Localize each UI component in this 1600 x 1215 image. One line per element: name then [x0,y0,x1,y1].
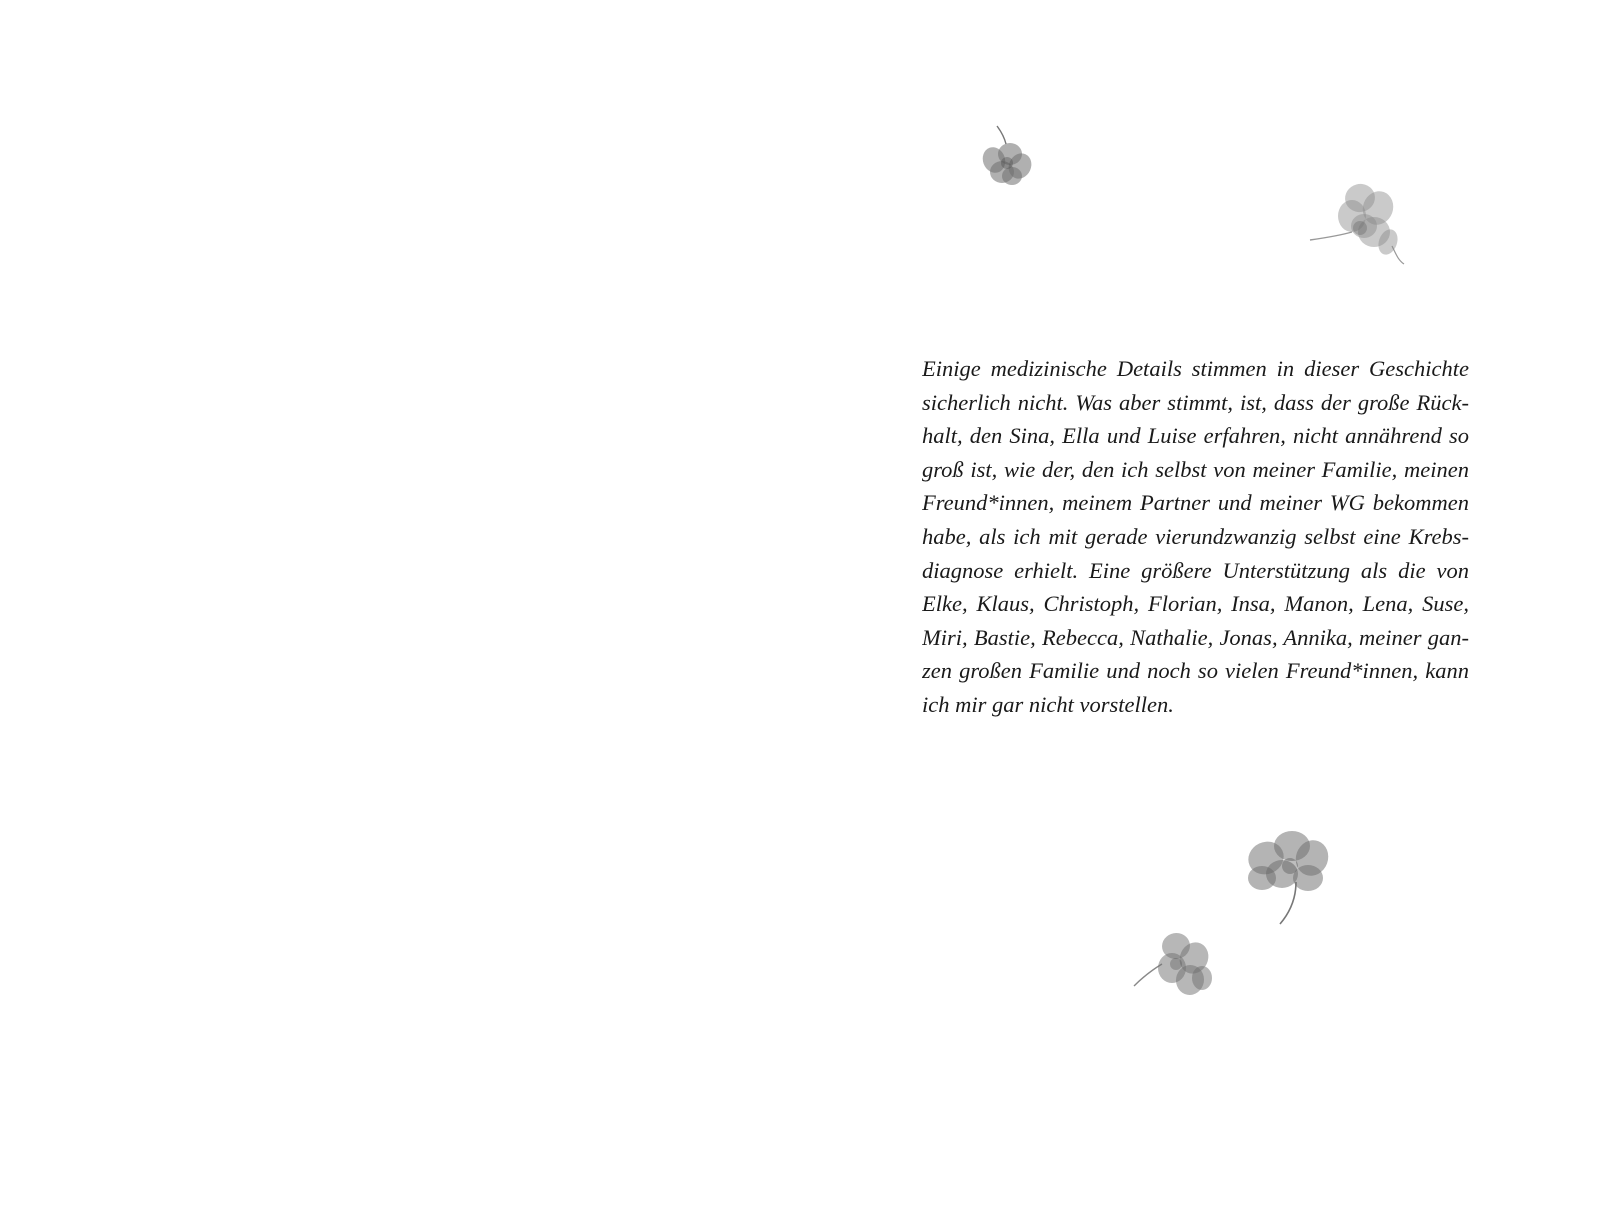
text-line: sicherlich nicht. Was aber stimmt, ist, dass der große Rück- [922,389,1469,415]
text-line: diagnose erhielt. Eine größere Unterstützung als die von [922,557,1469,583]
text-line: Freund*innen, meinem Partner und meiner WG bekommen [922,490,1469,516]
text-line: Miri, Bastie, Rebecca, Nathalie, Jonas, Annika, meiner gan- [922,624,1469,650]
text-line: zen großen Familie und noch so vielen Freund*innen, kann [922,658,1469,684]
dedication-text [922,352,1469,722]
flower-icon [1308,180,1408,270]
text-line: habe, als ich mit gerade vierundzwanzig selbst eine Krebs- [922,523,1469,549]
text-line: Einige medizinische Details stimmen in dieser Geschichte [922,356,1469,381]
flower-icon [1244,830,1336,926]
flower-icon [1132,928,1214,1002]
text-line: groß ist, wie der, den ich selbst von meiner Familie, meinen [922,456,1469,482]
text-line: halt, den Sina, Ella und Luise erfahren, nicht annährend so [922,423,1469,449]
text-line: ich mir gar nicht vorstellen. [922,691,1174,717]
text-line: Elke, Klaus, Christoph, Florian, Insa, Manon, Lena, Suse, [922,591,1469,617]
flower-icon [980,126,1040,192]
